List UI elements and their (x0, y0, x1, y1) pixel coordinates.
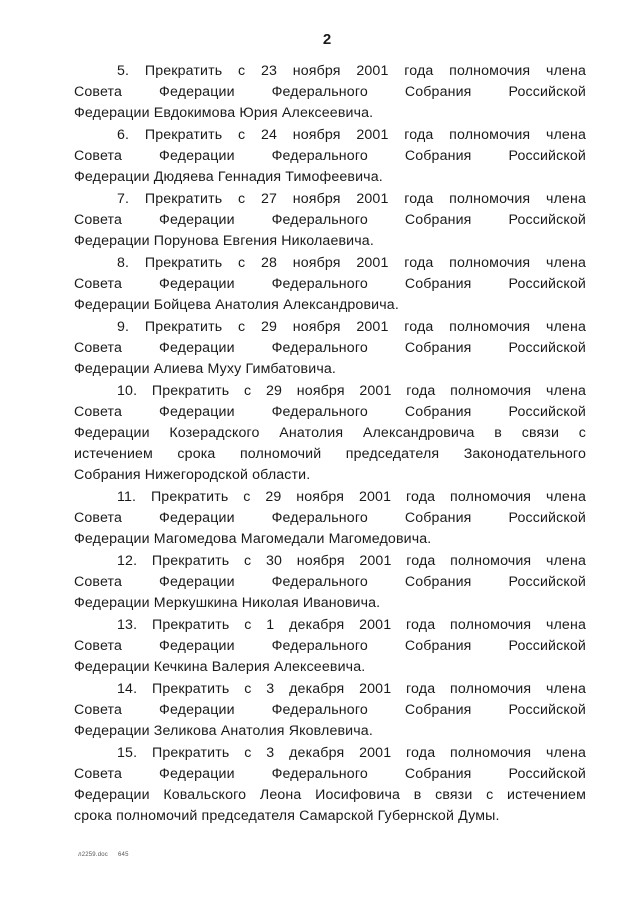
footer-file-code (78, 852, 139, 858)
paragraph-line: Совета Федерации Федерального Собрания Российской (74, 702, 586, 718)
paragraph-line: Федерации Бойцева Анатолия Александровича. (74, 297, 399, 313)
paragraph-14 (74, 679, 586, 742)
paragraph-line: 15. Прекратить с 3 декабря 2001 года полномочия члена (117, 745, 586, 761)
paragraph-line: 7. Прекратить с 27 ноября 2001 года полномочия члена (117, 191, 586, 207)
paragraph-10 (74, 381, 586, 486)
paragraph-line: Совета Федерации Федерального Собрания Российской (74, 148, 586, 164)
paragraph-line: 10. Прекратить с 29 ноября 2001 года полномочия члена (117, 383, 586, 399)
paragraph-line: Федерации Дюдяева Геннадия Тимофеевича. (74, 169, 383, 185)
paragraph-line: Совета Федерации Федерального Собрания Российской (74, 510, 586, 526)
paragraph-line: Совета Федерации Федерального Собрания Российской (74, 766, 586, 782)
paragraph-line: Совета Федерации Федерального Собрания Российской (74, 638, 586, 654)
paragraph-line: Совета Федерации Федерального Собрания Российской (74, 574, 586, 590)
paragraph-6 (74, 125, 586, 188)
paragraph-5 (74, 61, 586, 124)
paragraph-line: 14. Прекратить с 3 декабря 2001 года полномочия члена (117, 681, 586, 697)
paragraph-line: Федерации Евдокимова Юрия Алексеевича. (74, 105, 374, 121)
page-number: 2 (322, 31, 332, 48)
paragraph-12 (74, 551, 586, 614)
paragraph-line: 9. Прекратить с 29 ноября 2001 года полномочия члена (117, 319, 586, 335)
paragraph-13 (74, 615, 586, 678)
paragraph-line: Совета Федерации Федерального Собрания Российской (74, 212, 586, 228)
paragraph-line: Совета Федерации Федерального Собрания Российской (74, 404, 586, 420)
paragraph-line: 5. Прекратить с 23 ноября 2001 года полномочия члена (117, 63, 586, 79)
paragraph-line: Совета Федерации Федерального Собрания Российской (74, 340, 586, 356)
paragraph-line: 6. Прекратить с 24 ноября 2001 года полномочия члена (117, 127, 586, 143)
paragraph-line: Совета Федерации Федерального Собрания Российской (74, 276, 586, 292)
paragraph-line: Федерации Меркушкина Николая Ивановича. (74, 595, 381, 611)
paragraph-line: Федерации Магомедова Магомедали Магомедовича. (74, 531, 432, 547)
footer-number: 645 (118, 852, 129, 858)
paragraph-11 (74, 487, 586, 550)
paragraph-line: Федерации Ковальского Леона Иосифовича в связи с истечением (74, 787, 586, 803)
footer-filename: л2259.doc (78, 852, 108, 858)
paragraph-line: истечением срока полномочий председателя Законодательного (74, 446, 586, 462)
paragraph-9 (74, 317, 586, 380)
paragraph-line: Собрания Нижегородской области. (74, 467, 311, 483)
paragraph-line: Федерации Алиева Муху Гимбатовича. (74, 361, 336, 377)
paragraph-8 (74, 253, 586, 316)
paragraph-15 (74, 743, 586, 827)
paragraph-7 (74, 189, 586, 252)
paragraph-line: Федерации Зеликова Анатолия Яковлевича. (74, 723, 373, 739)
paragraph-line: срока полномочий председателя Самарской Губернской Думы. (74, 808, 500, 824)
paragraph-line: 13. Прекратить с 1 декабря 2001 года полномочия члена (117, 617, 586, 633)
paragraph-line: Совета Федерации Федерального Собрания Российской (74, 84, 586, 100)
paragraph-line: 11. Прекратить с 29 ноября 2001 года полномочия члена (117, 489, 586, 505)
paragraph-line: Федерации Козерадского Анатолия Александровича в связи с (74, 425, 586, 441)
paragraph-line: Федерации Порунова Евгения Николаевича. (74, 233, 374, 249)
paragraph-line: 12. Прекратить с 30 ноября 2001 года полномочия члена (117, 553, 586, 569)
document-body (74, 61, 586, 828)
paragraph-line: Федерации Кечкина Валерия Алексеевича. (74, 659, 366, 675)
paragraph-line: 8. Прекратить с 28 ноября 2001 года полномочия члена (117, 255, 586, 271)
